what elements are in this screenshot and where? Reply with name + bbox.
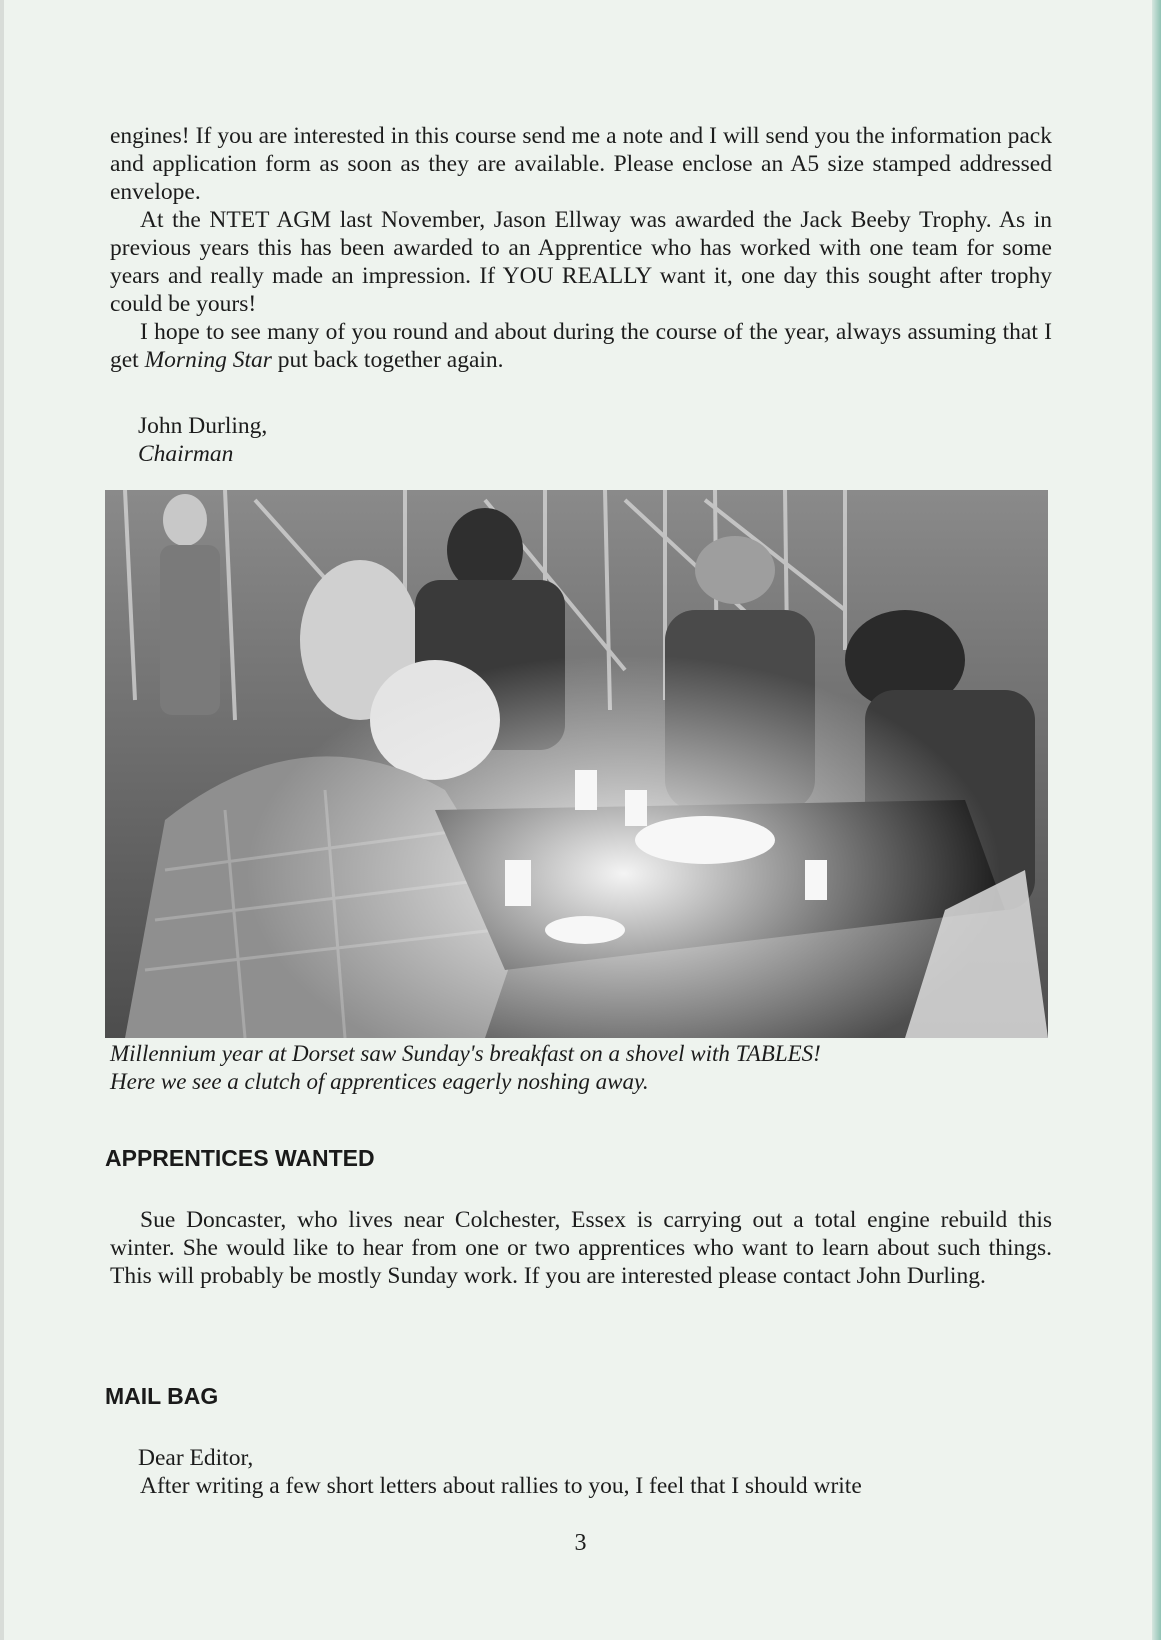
caption-line-1: Millennium year at Dorset saw Sunday's breakfast on a shovel with TABLES! bbox=[110, 1041, 821, 1066]
para3-text-end: put back together again. bbox=[271, 347, 504, 373]
para3-text-start: I hope to see many of you round and about during the course of the year, always assuming that I get bbox=[110, 319, 1052, 373]
signature-name: John Durling, bbox=[138, 413, 268, 439]
body-paragraph-3 bbox=[110, 318, 1052, 374]
page-spine bbox=[0, 0, 4, 1640]
body-paragraph-1: engines! If you are interested in this course send me a note and I will send you the information pack and application form as soon as they are available. Please enclose an A5 size stamped addressed envelope. bbox=[110, 123, 1052, 205]
boat-name: Morning Star bbox=[144, 347, 272, 373]
photo-caption bbox=[110, 1040, 1052, 1096]
signature-title: Chairman bbox=[138, 441, 234, 467]
heading-apprentices-wanted: APPRENTICES WANTED bbox=[105, 1145, 375, 1171]
caption-line-2: Here we see a clutch of apprentices eagerly noshing away. bbox=[110, 1069, 649, 1094]
apprentices-paragraph: Sue Doncaster, who lives near Colchester, Essex is carrying out a total engine rebuild this winter. She would like to hear from one or two apprentices who want to learn about such things. This will probably be mostly Sunday work. If you are interested please contact John Durling. bbox=[110, 1207, 1052, 1289]
heading-mail-bag: MAIL BAG bbox=[105, 1383, 219, 1409]
page-number: 3 bbox=[574, 1530, 587, 1556]
page-edge bbox=[1152, 0, 1161, 1640]
body-paragraph-2: At the NTET AGM last November, Jason Ellway was awarded the Jack Beeby Trophy. As in previous years this has been awarded to an Apprentice who has worked with one team for some years and really made an impression. If YOU REALLY want it, one day this sought after trophy could be yours! bbox=[110, 207, 1052, 317]
breakfast-photo bbox=[105, 490, 1048, 1038]
letter-salutation: Dear Editor, bbox=[138, 1445, 254, 1471]
letter-opening: After writing a few short letters about rallies to you, I feel that I should write bbox=[140, 1473, 862, 1499]
